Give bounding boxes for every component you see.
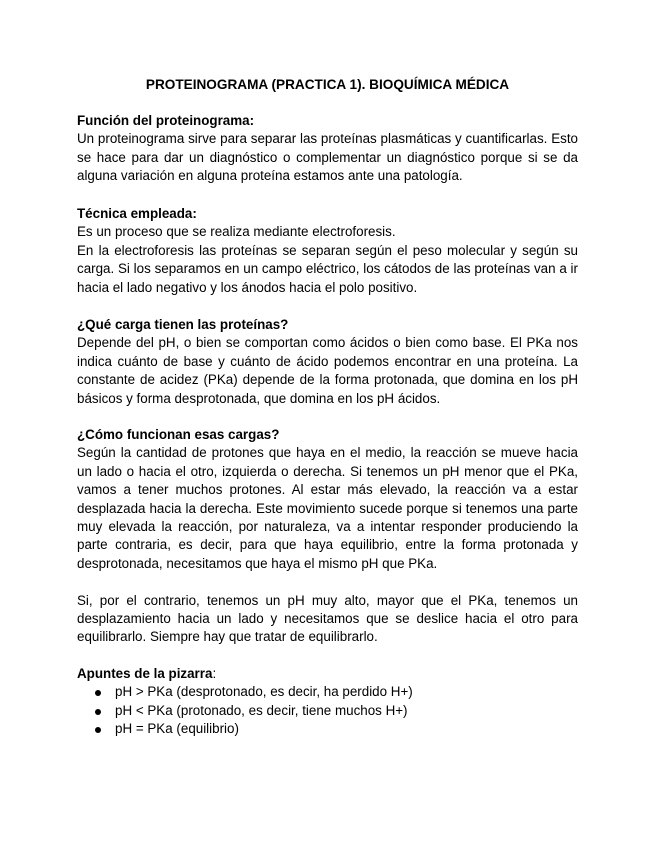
section-heading: Función del proteinograma: (77, 113, 255, 128)
section-heading: Técnica empleada: (77, 206, 197, 221)
paragraph: Según la cantidad de protones que haya en el medio, la reacción se mueve hacia un lado o hacia el otro, izquierda o derecha. Si tenemos un pH menor que el PKa, vamos a tener muchos protones. Al estar más elevado, la reacción va a estar desplazada hacia la derecha. Este movimiento sucede porque si tenemos una parte muy elevada la reacción, por naturaleza, va a intentar responder produciendo la parte contraria, es decir, para que haya equilibrio, entre la forma protonada y desprotonada, necesitamos que haya el mismo pH que PKa. (77, 445, 578, 571)
section-carga (77, 316, 578, 408)
section-apuntes (77, 665, 578, 739)
paragraph: En la electroforesis las proteínas se separan según el peso molecular y según su carga. Si los separamos en un campo eléctrico, los cátodos de las proteínas van a ir hacia el lado negativo y los ánodos hacia el polo positivo. (77, 242, 578, 295)
notes-heading-line (77, 665, 578, 683)
section-tecnica (77, 205, 578, 297)
paragraph: Depende del pH, o bien se comportan como ácidos o bien como base. El PKa nos indica cuánto de base y cuánto de ácido podemos encontrar en una proteína. La constante de acidez (PKa) depende de la forma protonada, que domina en los pH básicos y forma desprotonada, que domina en los pH ácidos. (77, 335, 578, 406)
list-item: pH > PKa (desprotonado, es decir, ha perdido H+) (115, 683, 578, 701)
paragraph: Si, por el contrario, tenemos un pH muy alto, mayor que el PKa, tenemos un desplazamiento hacia un lado y necesitamos que se deslice hacia el otro para equilibrarlo. Siempre hay que tratar de equilibrarlo. (77, 592, 578, 645)
paragraph: Es un proceso que se realiza mediante electroforesis. (77, 224, 396, 240)
section-heading: ¿Qué carga tienen las proteínas? (77, 317, 289, 332)
section-funcion (77, 112, 578, 186)
notes-heading: Apuntes de la pizarra (77, 666, 213, 681)
section-heading: ¿Cómo funcionan esas cargas? (77, 427, 280, 442)
list-item: pH < PKa (protonado, es decir, tiene muchos H+) (115, 702, 578, 720)
notes-list (77, 683, 578, 738)
section-como-funcionan (77, 426, 578, 647)
notes-heading-colon: : (212, 666, 217, 681)
paragraph: Un proteinograma sirve para separar las proteínas plasmáticas y cuantificarlas. Esto se hace para dar un diagnóstico o complementar un diagnóstico porque si se da alguna variación en alguna proteína estamos ante una patología. (77, 131, 578, 184)
list-item: pH = PKa (equilibrio) (115, 720, 578, 738)
document-title: PROTEINOGRAMA (PRACTICA 1). BIOQUÍMICA MÉDICA (145, 77, 510, 92)
